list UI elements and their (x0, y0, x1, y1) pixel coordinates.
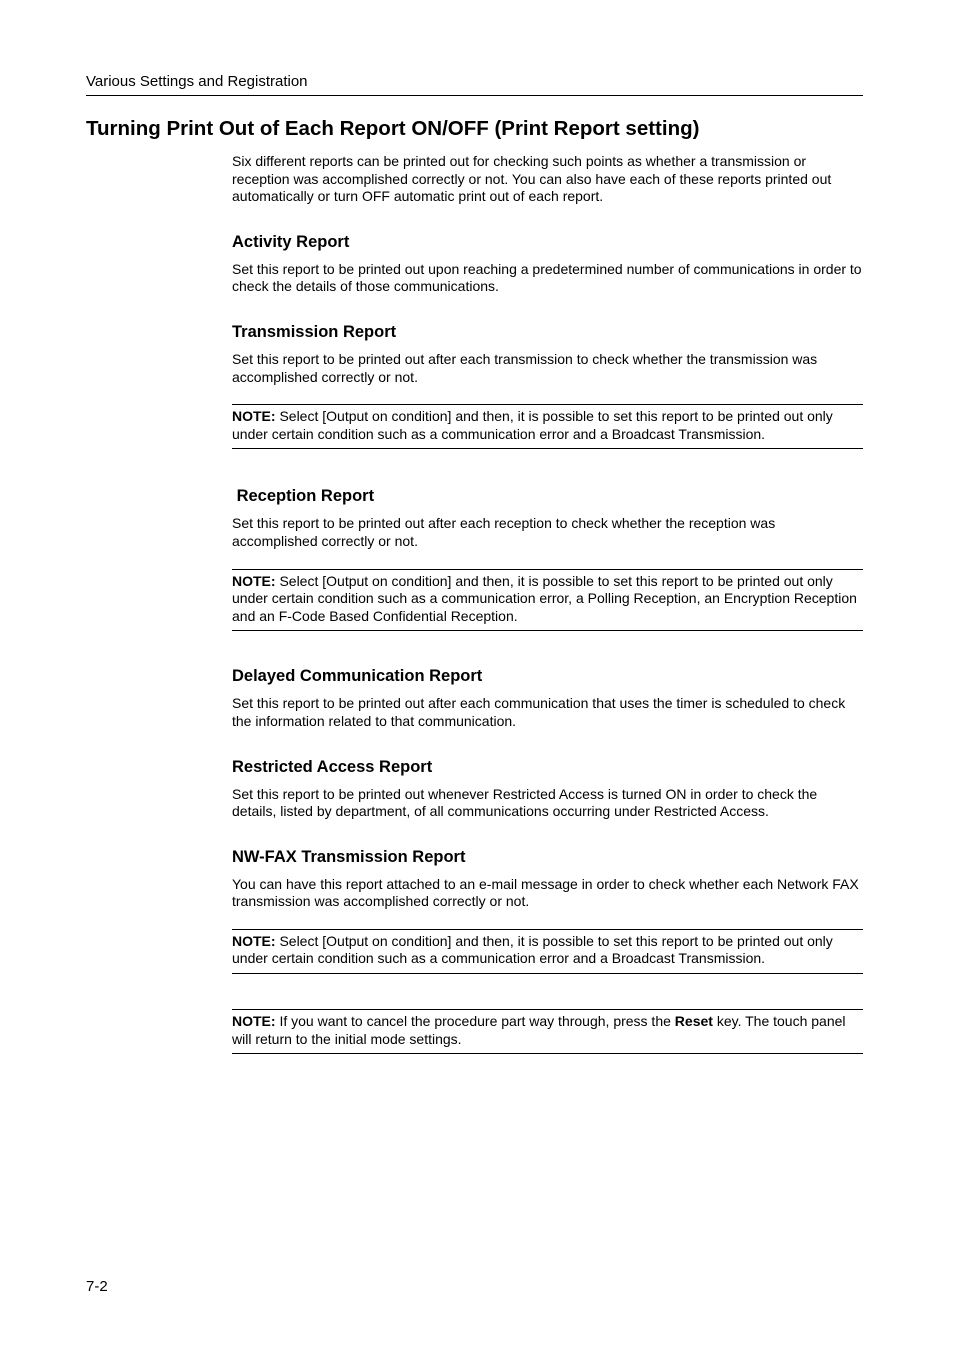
note-box (232, 404, 863, 449)
header-divider (86, 95, 863, 96)
section-activity-report (232, 232, 863, 296)
cancel-procedure-note (232, 1009, 863, 1054)
spacer (232, 631, 863, 666)
section-heading: Restricted Access Report (232, 757, 433, 776)
section-text: Set this report to be printed out after each transmission to check whether the transmission was accomplished correctly or not. (232, 350, 818, 385)
section-heading: Reception Report (232, 487, 375, 506)
note-box (232, 569, 863, 632)
note-text: Select [Output on condition] and then, it is possible to set this report to be printed out only under certain condition such as a communication error and a Broadcast Transmission. (232, 408, 833, 442)
spacer (232, 449, 863, 486)
content-body (232, 153, 863, 1054)
note-text: Select [Output on condition] and then, it is possible to set this report to be printed out only under certain condition such as a communication error, a Polling Reception, an Encryption Reception and an F-Code Based Confidential Reception. (232, 572, 857, 624)
note-label: NOTE: (232, 1013, 276, 1030)
section-reception-report (232, 486, 863, 631)
note-box (232, 929, 863, 974)
page-title: Turning Print Out of Each Report ON/OFF (Print Report setting) (86, 117, 700, 140)
note-text: If you want to cancel the procedure part way through, press the (275, 1013, 675, 1030)
section-heading: Delayed Communication Report (232, 667, 483, 686)
note-label: NOTE: (232, 408, 276, 425)
section-heading: Transmission Report (232, 322, 397, 341)
note-label: NOTE: (232, 572, 276, 589)
section-text: You can have this report attached to an e-mail message in order to check whether each Network FAX transmission was accomplished correctly or not. (232, 875, 859, 910)
reset-key-label: Reset (674, 1013, 713, 1030)
section-text: Set this report to be printed out after each reception to check whether the reception was accomplished correctly or not. (232, 515, 776, 549)
section-text: Set this report to be printed out upon reaching a predetermined number of communications in order to check the details of those communications. (232, 260, 862, 295)
note-label: NOTE: (232, 932, 276, 949)
page-number: 7-2 (86, 1278, 108, 1295)
section-heading: Activity Report (232, 232, 350, 251)
section-nw-fax-transmission-report (232, 847, 863, 974)
section-text: Set this report to be printed out after each communication that uses the timer is scheduled to check the information related to that communication. (232, 695, 846, 729)
intro-paragraph: Six different reports can be printed out for checking such points as whether a transmission or reception was accomplished correctly or not. You can also have each of these reports printed out automatically or turn OFF automatic print out of each report. (232, 153, 832, 205)
section-heading: NW-FAX Transmission Report (232, 847, 466, 866)
section-restricted-access-report (232, 757, 863, 821)
note-text: Select [Output on condition] and then, it is possible to set this report to be printed out only under certain condition such as a communication error and a Broadcast Transmission. (232, 932, 833, 967)
section-transmission-report (232, 322, 863, 449)
section-delayed-communication-report (232, 666, 863, 730)
running-header: Various Settings and Registration (86, 73, 308, 90)
section-text: Set this report to be printed out whenever Restricted Access is turned ON in order to check the details, listed by department, of all communications occurring under Restricted Access. (232, 785, 818, 820)
note-text: key. The touch panel will return to the initial mode settings. (232, 1013, 846, 1047)
